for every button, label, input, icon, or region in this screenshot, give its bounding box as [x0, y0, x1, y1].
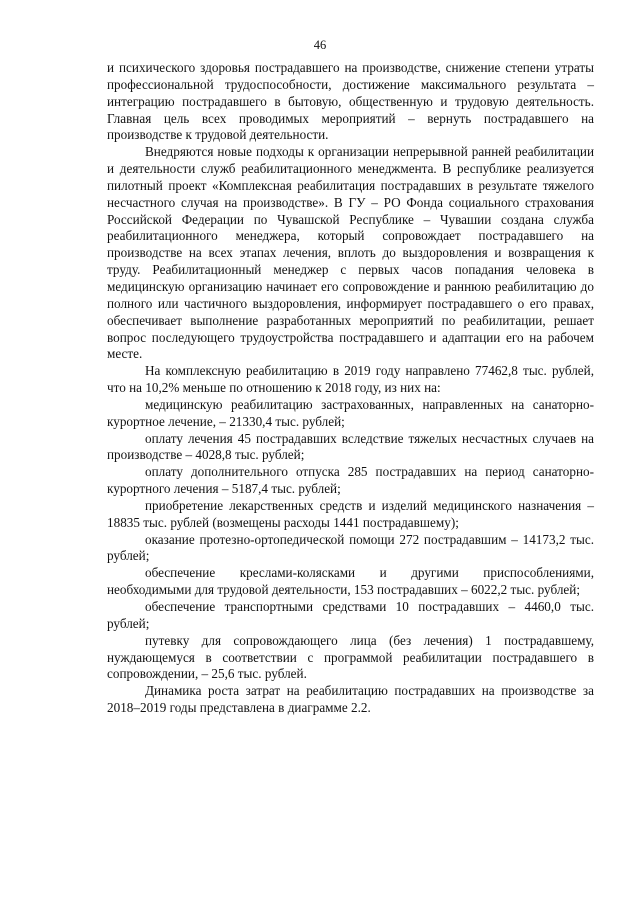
list-item-additional-leave: оплату дополнительного отпуска 285 пострадавших на период санаторно-курортного лечения – 5187,4 тыс. рублей; — [107, 464, 594, 497]
paragraph-rehabilitation-goal: и психического здоровья пострадавшего на производстве, снижение степени утраты профессиональной трудоспособности, достижение максимального результата – интеграцию пострадавшего в бытовую, общественную и трудовую деятельность. Главная цель всех проводимых мероприятий – вернуть пострадавшего на производстве к трудовой деятельности. — [107, 60, 594, 143]
document-body — [107, 60, 594, 717]
paragraph-funding-total: На комплексную реабилитацию в 2019 году направлено 77462,8 тыс. рублей, что на 10,2% меньше по отношению к 2018 году, из них на: — [107, 363, 594, 396]
list-item-vehicles: обеспечение транспортными средствами 10 пострадавших – 4460,0 тыс. рублей; — [107, 599, 594, 631]
list-item-escort-voucher: путевку для сопровождающего лица (без лечения) 1 пострадавшему, нуждающемуся в соответствии с программой реабилитации пострадавшего в сопровождении, – 25,6 тыс. рублей. — [107, 632, 594, 682]
paragraph-diagram-reference: Динамика роста затрат на реабилитацию пострадавших на производстве за 2018–2019 годы представлена в диаграмме 2.2. — [107, 683, 594, 716]
list-item-medicines: приобретение лекарственных средств и изделий медицинского назначения – 18835 тыс. рублей (возмещены расходы 1441 пострадавшему); — [107, 497, 594, 530]
list-item-wheelchairs: обеспечение креслами-колясками и другими приспособлениями, необходимыми для трудовой деятельности, 153 пострадавших – 6022,2 тыс. рублей; — [107, 565, 594, 598]
list-item-treatment-payment: оплату лечения 45 пострадавших вследствие тяжелых несчастных случаев на производстве – 4028,8 тыс. рублей; — [107, 430, 594, 463]
list-item-medical-rehabilitation: медицинскую реабилитацию застрахованных, направленных на санаторно-курортное лечение, – 21330,4 тыс. рублей; — [107, 396, 594, 429]
paragraph-rehabilitation-management: Внедряются новые подходы к организации непрерывной ранней реабилитации и деятельности служб реабилитационного менеджмента. В республике реализуется пилотный проект «Комплексная реабилитация пострадавших в результате тяжелого несчастного случая на производстве». В ГУ – РО Фонда социального страхования Российской Федерации по Чувашской Республике – Чувашии создана служба реабилитационного менеджера, который сопровождает пострадавшего на производстве на всех этапах лечения, вплоть до выздоровления и возвращения к труду. Реабилитационный менеджер с первых часов попадания человека в медицинскую организацию начинает его сопровождение и раннюю реабилитацию до полного или частичного выздоровления, информирует пострадавшего о его правах, обеспечивает выполнение разработанных мероприятий по реабилитации, решает вопрос последующего трудоустройства пострадавшего и адаптации его на рабочем месте. — [107, 144, 594, 362]
list-item-prosthetics: оказание протезно-ортопедической помощи 272 пострадавшим – 14173,2 тыс. рублей; — [107, 531, 594, 564]
page-number: 46 — [313, 38, 327, 52]
